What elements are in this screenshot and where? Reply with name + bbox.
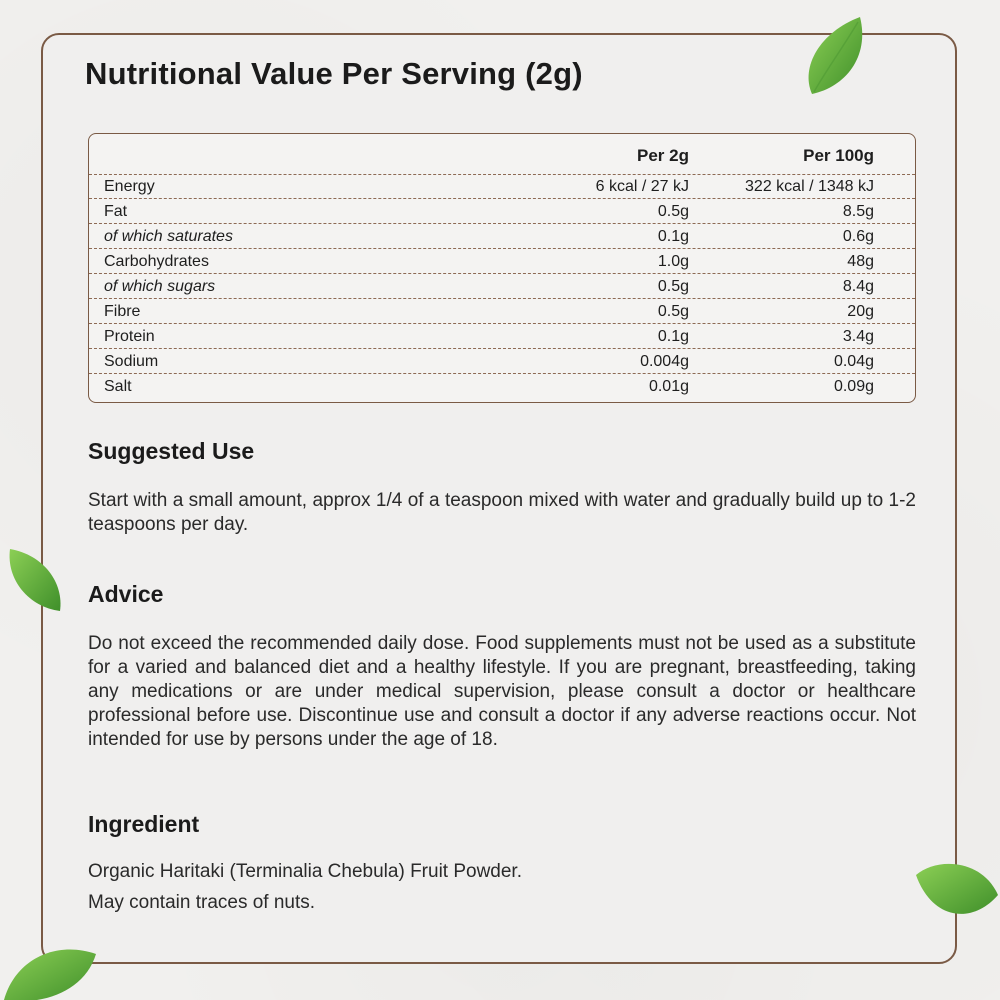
nutrient-label: Energy: [104, 178, 155, 195]
value-per-2g: 0.1g: [657, 328, 689, 345]
suggested-use-text: Start with a small amount, approx 1/4 of a teaspoon mixed with water and gradually build up to 1-2 teaspoons per day.: [88, 490, 916, 535]
table-row: [89, 249, 915, 274]
leaf-icon: [4, 545, 66, 615]
value-per-2g: 1.0g: [657, 253, 689, 270]
advice-text: Do not exceed the recommended daily dose. Food supplements must not be used as a substitute for a varied and balanced diet and a healthy lifestyle. If you are pregnant, breastfeeding, taking any medications or are under medical supervision, please consult a doctor or healthcare professional before use. Discontinue use and consult a doctor if any adverse reactions occur. Not intended for use by persons under the age of 18.: [88, 633, 916, 750]
table-row: [89, 374, 915, 398]
page-title: Nutritional Value Per Serving (2g): [85, 56, 583, 91]
ingredient-heading: Ingredient: [88, 811, 200, 837]
table-row: [89, 224, 915, 249]
nutrient-label: Salt: [104, 378, 132, 395]
value-per-100g: 322 kcal / 1348 kJ: [745, 178, 874, 195]
table-header-row: [89, 134, 915, 175]
table-row: [89, 274, 915, 299]
nutrient-label: of which sugars: [104, 278, 216, 295]
suggested-use-heading: Suggested Use: [88, 438, 255, 464]
nutrient-label: Carbohydrates: [104, 253, 209, 270]
value-per-100g: 0.04g: [833, 353, 874, 370]
table-row: [89, 299, 915, 324]
table-row: [89, 199, 915, 224]
nutrient-label: Sodium: [104, 353, 159, 370]
nutrient-label: Fibre: [104, 303, 141, 320]
value-per-100g: 8.5g: [842, 203, 874, 220]
value-per-2g: 0.5g: [657, 303, 689, 320]
allergen-note: May contain traces of nuts.: [88, 892, 316, 913]
leaf-icon: [912, 855, 1000, 927]
value-per-100g: 8.4g: [842, 278, 874, 295]
advice-heading: Advice: [88, 581, 164, 607]
value-per-100g: 0.09g: [833, 378, 874, 395]
nutrition-table: [88, 133, 916, 403]
value-per-100g: 0.6g: [842, 228, 874, 245]
value-per-2g: 0.01g: [648, 378, 689, 395]
header-per-2g: Per 2g: [637, 146, 689, 165]
value-per-100g: 3.4g: [842, 328, 874, 345]
leaf-icon: [800, 12, 875, 100]
table-row: [89, 174, 915, 199]
nutrient-label: Protein: [104, 328, 155, 345]
value-per-2g: 0.1g: [657, 228, 689, 245]
table-row: [89, 324, 915, 349]
value-per-100g: 48g: [847, 253, 874, 270]
nutrient-label: Fat: [104, 203, 128, 220]
value-per-2g: 0.5g: [657, 278, 689, 295]
value-per-2g: 6 kcal / 27 kJ: [595, 178, 689, 195]
leaf-icon: [0, 940, 100, 1000]
value-per-100g: 20g: [847, 303, 874, 320]
value-per-2g: 0.5g: [657, 203, 689, 220]
nutrient-label: of which saturates: [104, 228, 233, 245]
table-row: [89, 349, 915, 374]
header-per-100g: Per 100g: [803, 146, 874, 165]
value-per-2g: 0.004g: [640, 353, 689, 370]
ingredient-text: Organic Haritaki (Terminalia Chebula) Fruit Powder.: [88, 861, 522, 882]
